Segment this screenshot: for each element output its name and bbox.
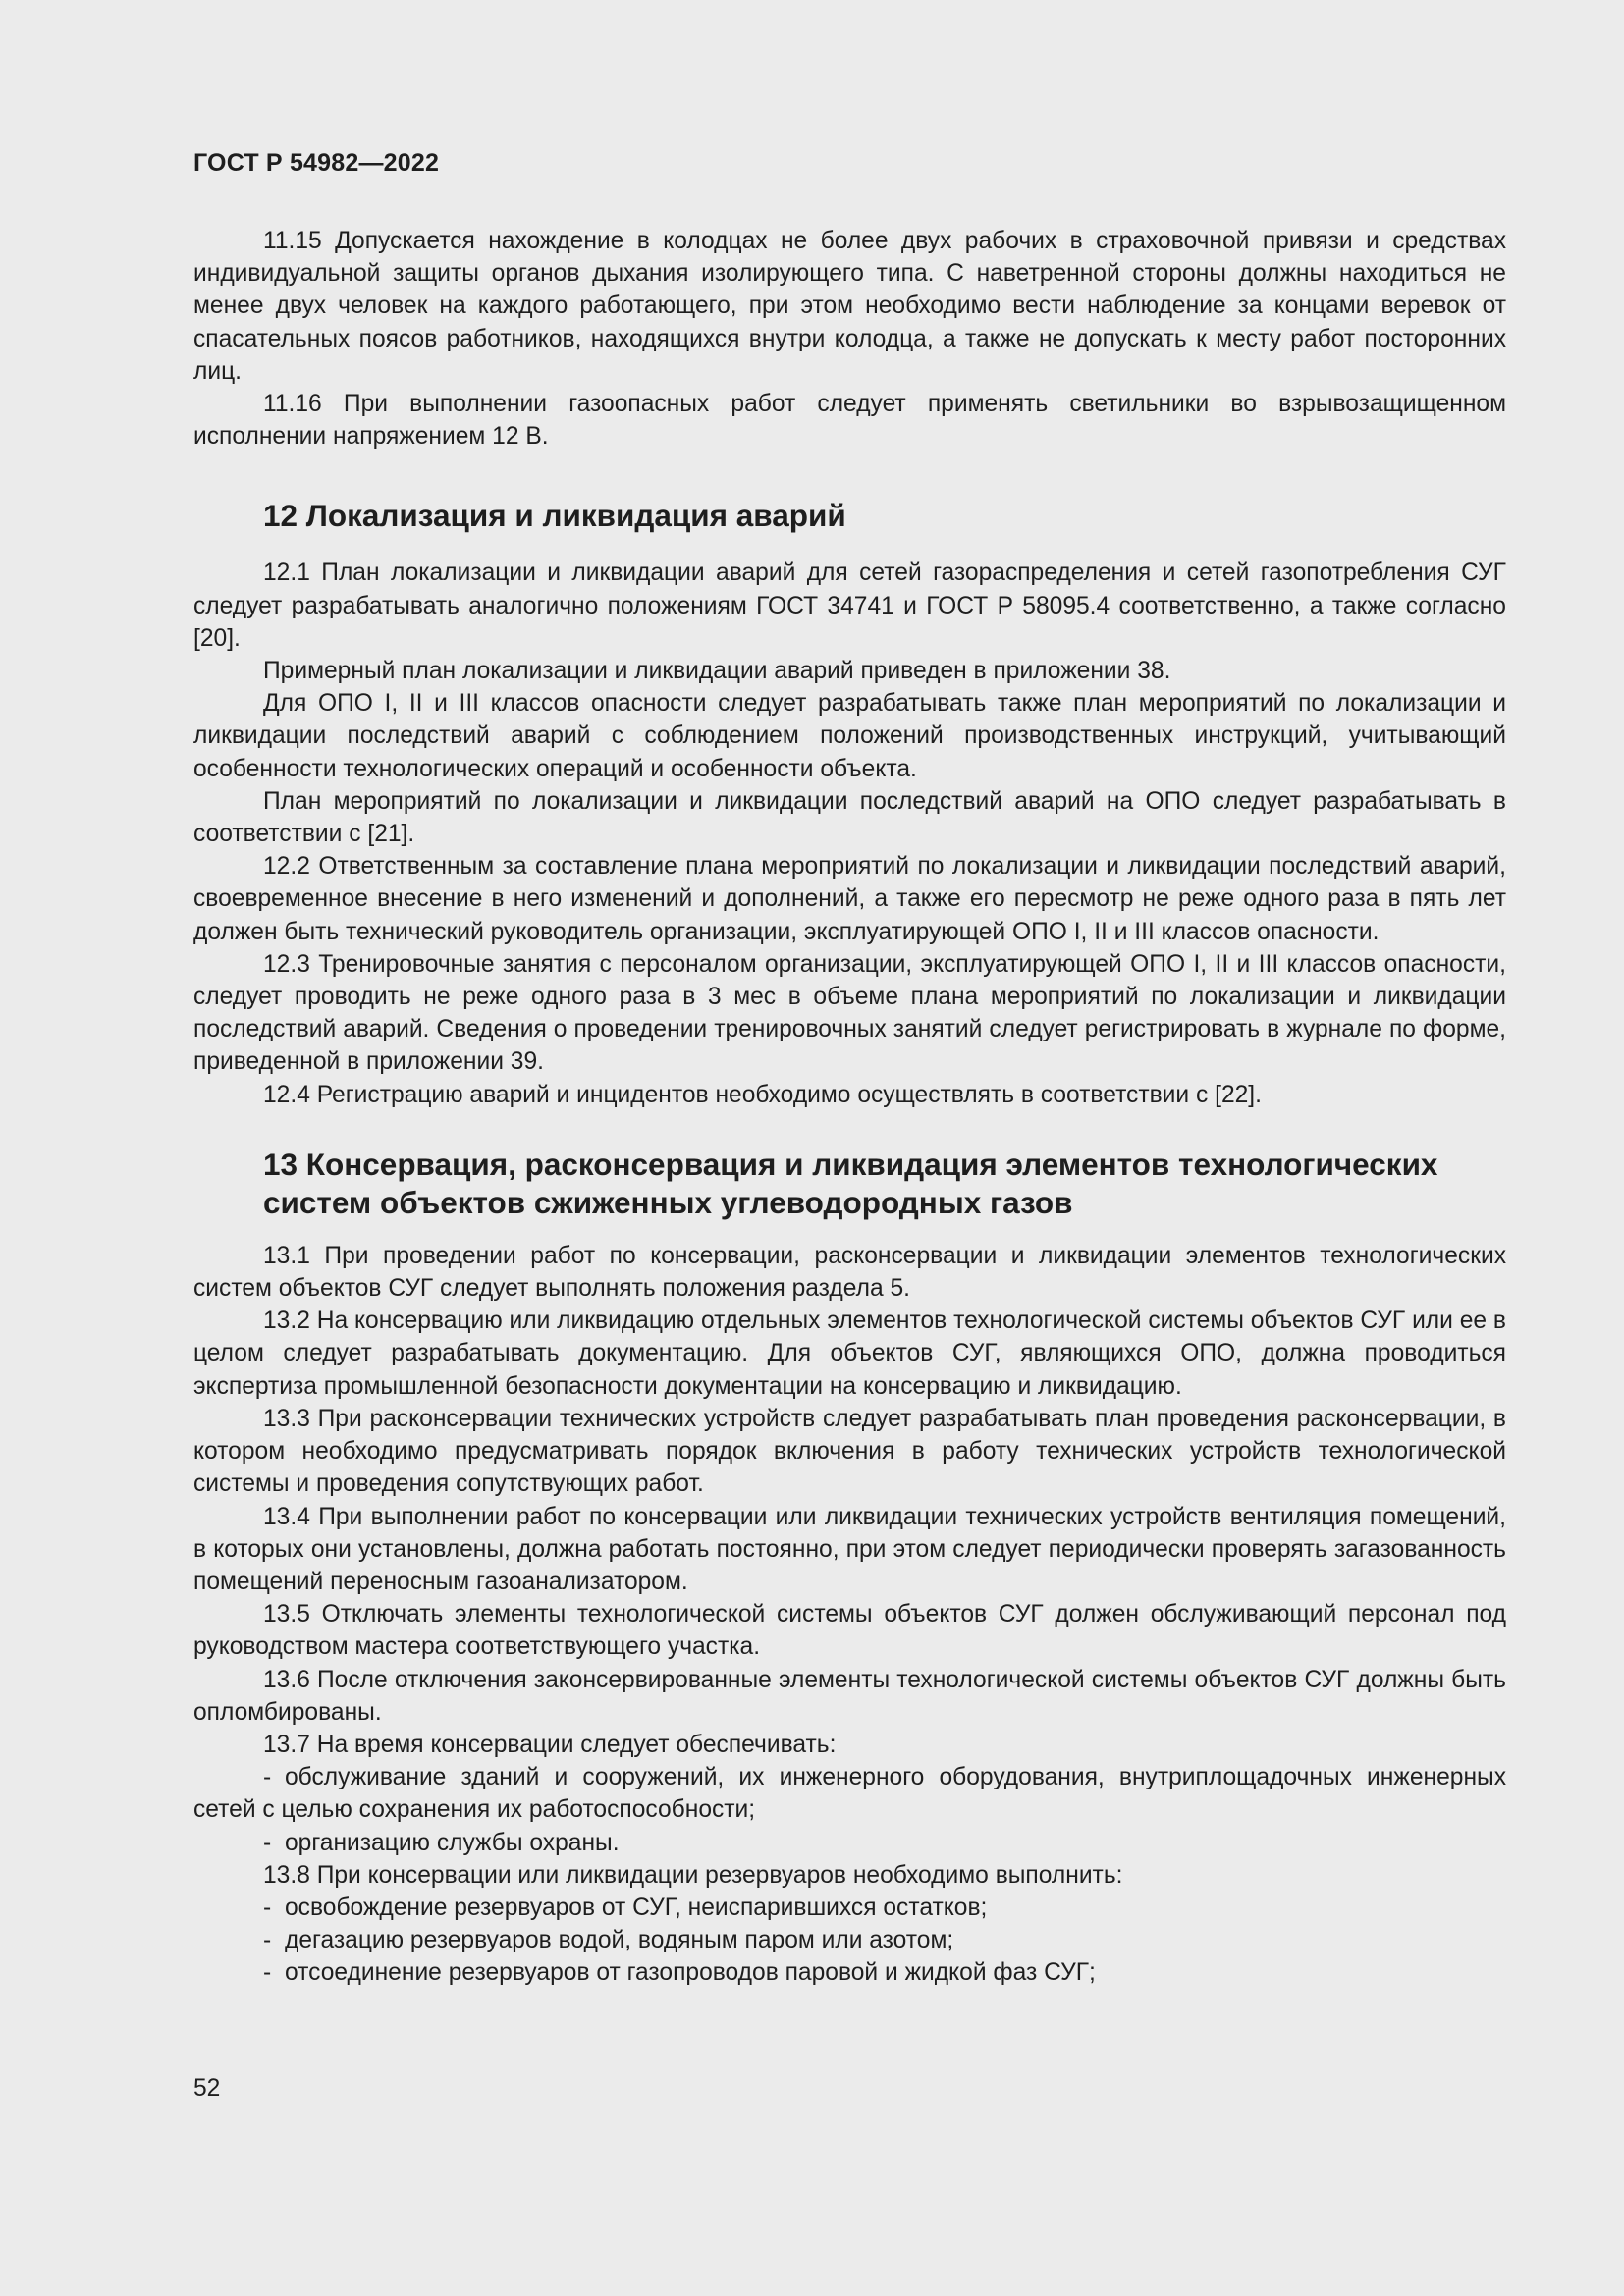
paragraph-12-plan-reference: План мероприятий по локализации и ликвидации последствий аварий на ОПО следует разрабатывать в соответствии с [21]. (193, 787, 1506, 848)
paragraph-13-5: 13.5 Отключать элементы технологической системы объектов СУГ должен обслуживающий персонал под руководством мастера соответствующего участка. (193, 1601, 1506, 1661)
list-dash: - (263, 1927, 272, 1954)
list-item-13-7 (193, 1827, 1506, 1859)
section-12-heading: 12 Локализация и ликвидация аварий (263, 498, 846, 534)
paragraph-12-3: 12.3 Тренировочные занятия с персоналом организации, эксплуатирующей ОПО I, II и III классов опасности, следует проводить не реже одного раза в 3 мес в объеме плана мероприятий по локализации и ликвидации последствий аварий. Сведения о проведении тренировочных занятий следует регистрировать в журнале по форме, приведенной в приложении 39. (193, 950, 1506, 1076)
list-dash: - (263, 1959, 272, 1987)
paragraph-12-opo: Для ОПО I, II и III классов опасности следует разрабатывать также план мероприятий по локализации и ликвидации последствий аварий с соблюдением положений производственных инструкций, учитывающий особенности технологических операций и особенности объекта. (193, 690, 1506, 782)
list-item-13-7 (193, 1761, 1506, 1826)
list-item-text: дегазацию резервуаров водой, водяным паром или азотом; (285, 1927, 954, 1954)
list-item-13-8 (193, 1956, 1506, 1989)
paragraph-13-6: 13.6 После отключения законсервированные элементы технологической системы объектов СУГ должны быть опломбированы. (193, 1666, 1506, 1726)
paragraph-13-3: 13.3 При расконсервации технических устройств следует разрабатывать план проведения расконсервации, в котором необходимо предусматривать порядок включения в работу технических устройств технологической системы и проведения сопутствующих работ. (193, 1405, 1506, 1498)
paragraph-13-8: 13.8 При консервации или ликвидации резервуаров необходимо выполнить: (263, 1861, 1123, 1889)
document-id-header: ГОСТ Р 54982—2022 (193, 149, 440, 177)
list-item-13-8 (193, 1924, 1506, 1956)
list-dash: - (263, 1764, 272, 1791)
list-dash: - (263, 1829, 272, 1856)
paragraph-12-1: 12.1 План локализации и ликвидации аварий для сетей газораспределения и сетей газопотребления СУГ следует разрабатывать аналогично положениям ГОСТ 34741 и ГОСТ Р 58095.4 соответственно, а также согласно [20]. (193, 560, 1506, 652)
paragraph-11-16: 11.16 При выполнении газоопасных работ следует применять светильники во взрывозащищенном исполнении напряжением 12 В. (193, 391, 1506, 451)
paragraph-12-2: 12.2 Ответственным за составление плана мероприятий по локализации и ликвидации последствий аварий, своевременное внесение в него изменений и дополнений, а также его пересмотр не реже одного раза в пять лет должен быть технический руководитель организации, эксплуатирующей ОПО I, II и III классов опасности. (193, 853, 1506, 945)
list-item-13-8 (193, 1892, 1506, 1924)
list-item-text: отсоединение резервуаров от газопроводов паровой и жидкой фаз СУГ; (285, 1959, 1096, 1987)
paragraph-13-2: 13.2 На консервацию или ликвидацию отдельных элементов технологической системы объектов СУГ или ее в целом следует разрабатывать документацию. Для объектов СУГ, являющихся ОПО, должна проводиться экспертиза промышленной безопасности документации на консервацию и ликвидацию. (193, 1308, 1506, 1400)
list-item-text: освобождение резервуаров от СУГ, неиспарившихся остатков; (285, 1894, 988, 1921)
paragraph-11-15: 11.15 Допускается нахождение в колодцах не более двух рабочих в страховочной привязи и средствах индивидуальной защиты органов дыхания изолирующего типа. С наветренной стороны должны находиться не менее двух человек на каждого работающего, при этом необходимо вести наблюдение за концами веревок от спасательных поясов работников, находящихся внутри колодца, а также не допускать к месту работ посторонних лиц. (193, 228, 1506, 385)
document-page (193, 0, 1506, 2296)
paragraph-13-4: 13.4 При выполнении работ по консервации или ликвидации технических устройств вентиляция помещений, в которых они установлены, должна работать постоянно, при этом следует периодически проверять загазованность помещений переносным газоанализатором. (193, 1503, 1506, 1595)
list-dash: - (263, 1894, 272, 1921)
paragraph-12-example-plan: Примерный план локализации и ликвидации аварий приведен в приложении 38. (263, 658, 1171, 685)
page-number: 52 (193, 2075, 221, 2102)
paragraph-13-7: 13.7 На время консервации следует обеспечивать: (263, 1731, 837, 1758)
paragraph-13-1: 13.1 При проведении работ по консервации, расконсервации и ликвидации элементов технологических систем объектов СУГ следует выполнять положения раздела 5. (193, 1242, 1506, 1303)
list-item-text: обслуживание зданий и сооружений, их инженерного оборудования, внутриплощадочных инженерных сетей с целью сохранения их работоспособности; (193, 1764, 1506, 1824)
list-item-text: организацию службы охраны. (285, 1829, 620, 1856)
document-body (193, 225, 1506, 1990)
section-13-heading: 13 Консервация, расконсервация и ликвидация элементов технологических систем объектов сжиженных углеводородных газов (263, 1146, 1438, 1220)
paragraph-12-4: 12.4 Регистрацию аварий и инцидентов необходимо осуществлять в соответствии с [22]. (263, 1081, 1262, 1108)
